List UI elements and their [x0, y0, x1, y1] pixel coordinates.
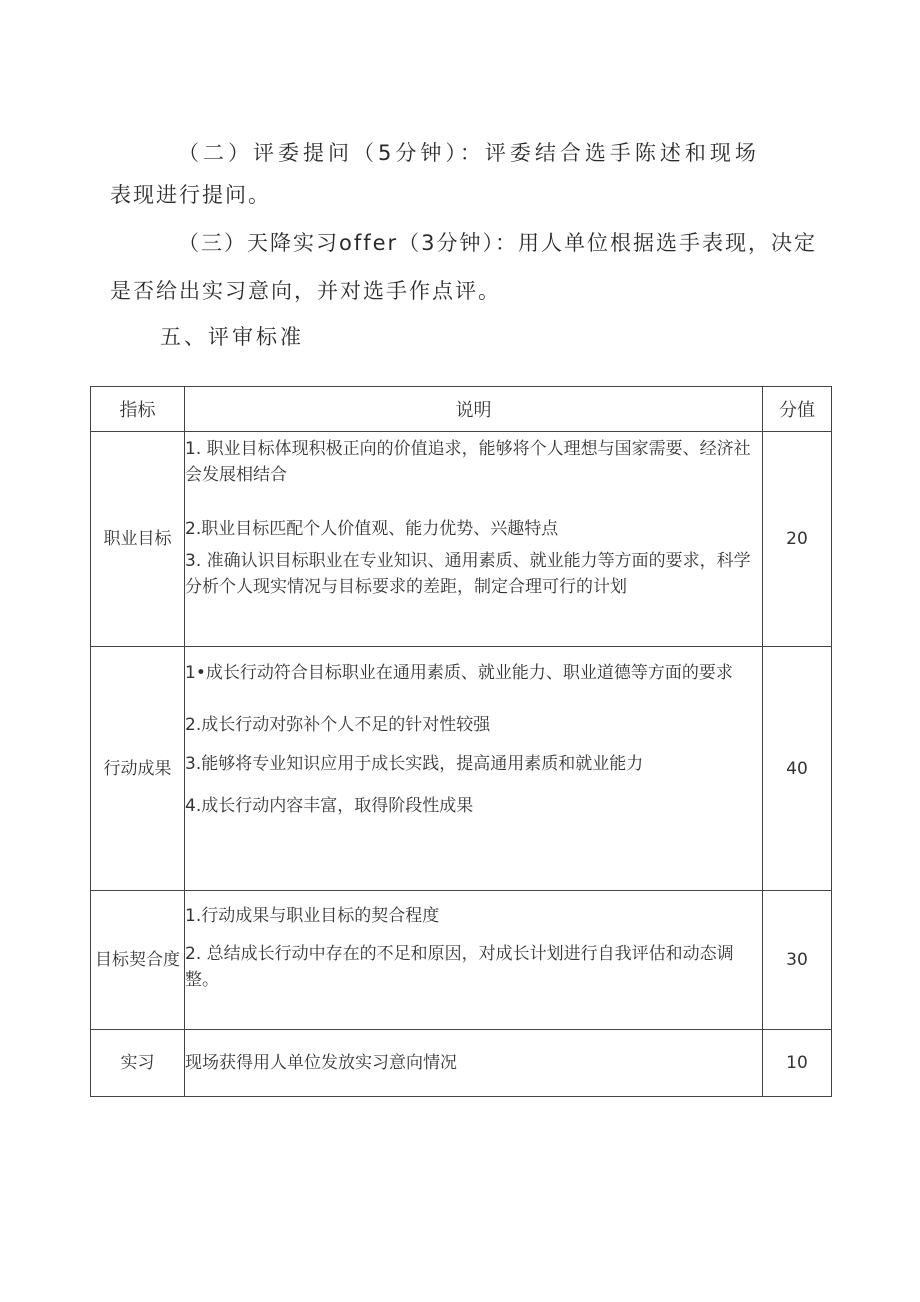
criterion-item: 2.成长行动对弥补个人不足的针对性较强 — [185, 715, 491, 735]
paragraph-item2-line1: （二）评委提问（5分钟）：评委结合选手陈述和现场 — [178, 141, 760, 165]
paragraph-item3-line1: （三）天降实习offer（3分钟）：用人单位根据选手表现，决定 — [178, 231, 818, 255]
description-cell — [185, 647, 763, 891]
header-score: 分值 — [763, 387, 832, 432]
criterion-item: 1•成长行动符合目标职业在通用素质、就业能力、职业道德等方面的要求 — [185, 663, 733, 683]
criterion-item: 4.成长行动内容丰富，取得阶段性成果 — [185, 796, 474, 816]
description-cell — [185, 1030, 763, 1097]
indicator-cell: 行动成果 — [91, 647, 185, 891]
table-row — [91, 1030, 832, 1097]
criterion-item: 1. 职业目标体现积极正向的价值追求，能够将个人理想与国家需要、经济社会发展相结合 — [185, 439, 751, 485]
header-indicator: 指标 — [91, 387, 185, 432]
indicator-cell: 目标契合度 — [91, 891, 185, 1030]
score-cell: 30 — [763, 891, 832, 1030]
table-row — [91, 647, 832, 891]
evaluation-criteria-table — [90, 386, 832, 1097]
score-cell: 20 — [763, 432, 832, 647]
table-row — [91, 432, 832, 647]
section-title-evaluation-criteria: 五、评审标准 — [160, 325, 304, 349]
paragraph-item3-line2: 是否给出实习意向，并对选手作点评。 — [110, 279, 501, 303]
criterion-item: 1.行动成果与职业目标的契合程度 — [185, 906, 440, 926]
criterion-item: 2. 总结成长行动中存在的不足和原因，对成长计划进行自我评估和动态调整。 — [185, 944, 734, 990]
criterion-item: 3.能够将专业知识应用于成长实践，提高通用素质和就业能力 — [185, 754, 644, 774]
indicator-cell: 实习 — [91, 1030, 185, 1097]
criterion-item: 现场获得用人单位发放实习意向情况 — [185, 1053, 457, 1073]
table-row — [91, 891, 832, 1030]
table-header-row — [91, 387, 832, 432]
description-cell — [185, 891, 763, 1030]
paragraph-item2-line2: 表现进行提问。 — [110, 183, 271, 207]
criterion-item: 3. 准确认识目标职业在专业知识、通用素质、就业能力等方面的要求，科学分析个人现实情况与目标要求的差距，制定合理可行的计划 — [185, 551, 751, 597]
description-cell — [185, 432, 763, 647]
indicator-cell: 职业目标 — [91, 432, 185, 647]
criterion-item: 2.职业目标匹配个人价值观、能力优势、兴趣特点 — [185, 519, 559, 539]
header-description: 说明 — [185, 387, 763, 432]
score-cell: 40 — [763, 647, 832, 891]
score-cell: 10 — [763, 1030, 832, 1097]
